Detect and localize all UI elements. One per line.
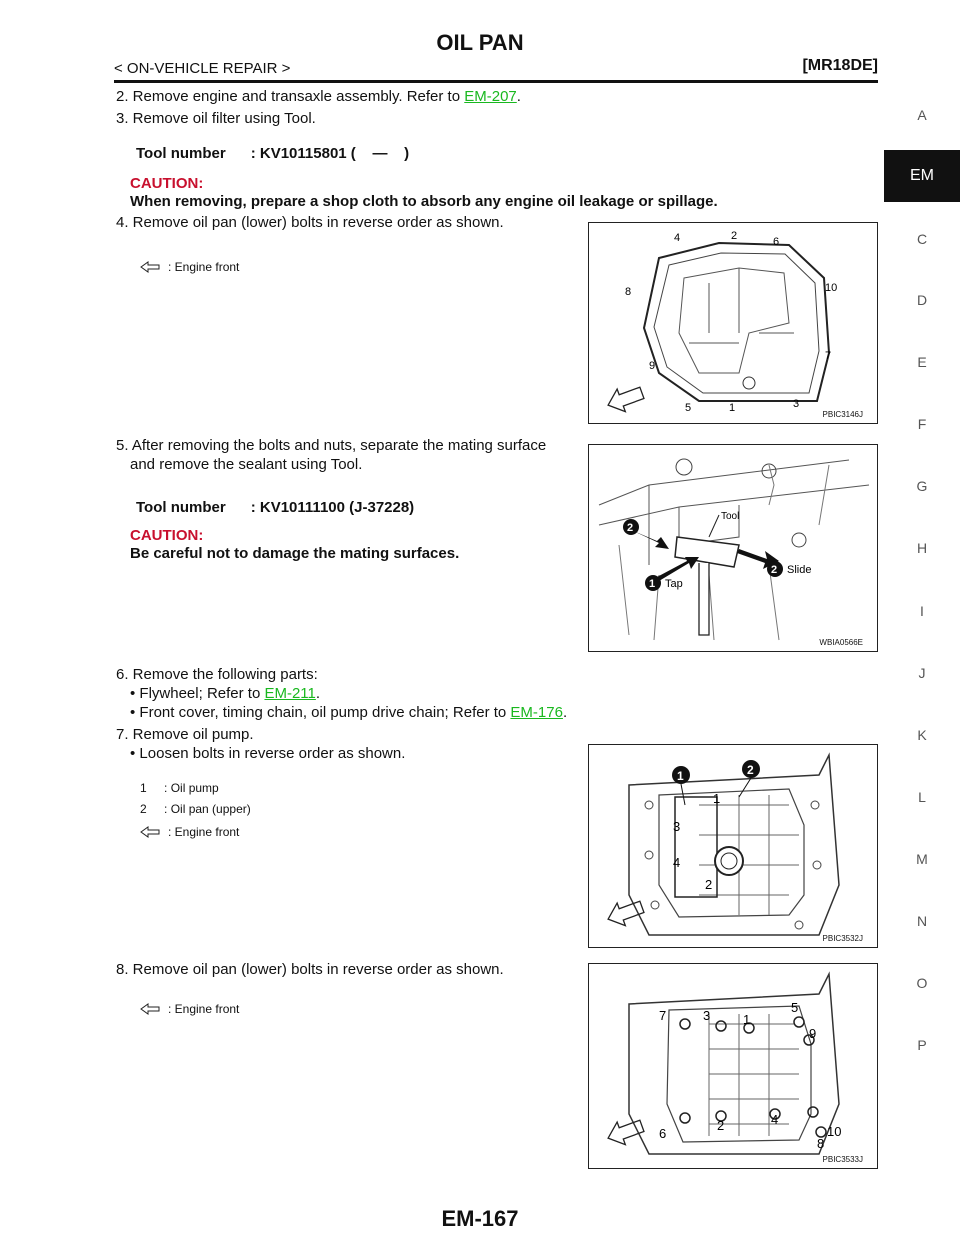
tab-a[interactable]: A	[917, 107, 927, 123]
step-2	[116, 88, 521, 106]
callout-2b-label: 2	[771, 564, 778, 576]
bolt-label-10: 10	[827, 1124, 842, 1139]
tab-e[interactable]: E	[917, 354, 927, 370]
bolt-label-8: 8	[625, 286, 632, 298]
step-2-text: 2. Remove engine and transaxle assembly. Refer to	[116, 88, 465, 105]
tab-m[interactable]: M	[916, 851, 928, 867]
bolt-label-2: 2	[717, 1118, 725, 1133]
bolt-label-4: 4	[674, 232, 681, 244]
legend-fig3-1	[140, 781, 219, 795]
figure-code: PBIC3533J	[822, 1155, 863, 1164]
tab-em[interactable]: EM	[884, 150, 960, 202]
step-4: 4. Remove oil pan (lower) bolts in reverse order as shown.	[116, 214, 504, 231]
bolt-label-3: 3	[703, 1008, 711, 1023]
legend-fig1	[140, 260, 239, 274]
bolt-label-5: 5	[685, 402, 692, 414]
tab-o[interactable]: O	[916, 975, 928, 991]
step-6-bullet-1-text: • Flywheel; Refer to	[130, 685, 265, 702]
caution-heading-1: CAUTION:	[130, 175, 204, 192]
step-3: 3. Remove oil filter using Tool.	[116, 110, 316, 127]
slide-label: Slide	[787, 564, 812, 576]
step-6-bullet-2-text: • Front cover, timing chain, oil pump drive chain; Refer to	[130, 704, 511, 721]
bolt-label-4: 4	[771, 1112, 779, 1127]
legend-fig4	[140, 1002, 239, 1016]
tab-c[interactable]: C	[916, 231, 928, 247]
figure-code: PBIC3532J	[822, 934, 863, 943]
header-rule	[114, 80, 878, 83]
bolt-label-6: 6	[773, 236, 780, 248]
tab-f[interactable]: F	[917, 416, 927, 432]
tab-d[interactable]: D	[916, 292, 928, 308]
arrow-left-icon	[140, 1003, 160, 1015]
figure-seal-cutter-tool	[588, 444, 878, 652]
figure-oil-pan-upper-bolts	[588, 963, 878, 1169]
callout-1-label: 1	[677, 769, 684, 783]
step-8: 8. Remove oil pan (lower) bolts in reverse order as shown.	[116, 961, 504, 978]
tab-k[interactable]: K	[917, 727, 927, 743]
bolt-label-8: 8	[817, 1136, 825, 1151]
tool-label: Tool	[721, 511, 740, 522]
step-7: 7. Remove oil pump.	[116, 726, 254, 743]
callout-1-label: 1	[649, 578, 656, 590]
bolt-label-2: 2	[705, 877, 713, 892]
engine-model: [MR18DE]	[802, 57, 878, 74]
bolt-label-1: 1	[743, 1012, 751, 1027]
callout-2-label: 2	[627, 522, 634, 534]
bolt-label-6: 6	[659, 1126, 667, 1141]
page-title: OIL PAN	[436, 30, 524, 55]
bolt-label-9: 9	[649, 360, 656, 372]
arrow-left-icon	[140, 826, 160, 838]
page-number: EM-167	[441, 1206, 519, 1231]
link-em-207[interactable]: EM-207	[464, 88, 517, 105]
bolt-label-3: 3	[793, 398, 800, 410]
link-em-211[interactable]: EM-211	[264, 685, 316, 702]
oil-pump-diagram	[589, 745, 877, 947]
tab-i[interactable]: I	[920, 603, 924, 619]
legend-fig1-text: : Engine front	[168, 260, 240, 274]
bolt-label-7: 7	[825, 350, 832, 362]
bolt-label-4: 4	[673, 855, 681, 870]
tab-h[interactable]: H	[916, 540, 928, 556]
engine-front-arrow-icon	[604, 382, 646, 417]
oil-pan-lower-diagram	[589, 223, 877, 423]
step-5: 5. After removing the bolts and nuts, separate the mating surface	[116, 437, 547, 454]
caution-text-1: When removing, prepare a shop cloth to absorb any engine oil leakage or spillage.	[130, 193, 718, 210]
legend-fig3-front	[140, 825, 239, 839]
bolt-label-9: 9	[809, 1026, 817, 1041]
step-6-bullet-2	[130, 704, 567, 722]
legend-num-1: 1	[140, 781, 147, 795]
section-label: < ON-VEHICLE REPAIR >	[114, 60, 291, 77]
tab-g[interactable]: G	[916, 478, 928, 494]
figure-oil-pan-lower-bolts	[588, 222, 878, 424]
tab-j[interactable]: J	[918, 665, 926, 681]
caution-text-2: Be careful not to damage the mating surfaces.	[130, 545, 460, 562]
legend-num-2: 2	[140, 802, 147, 816]
legend-fig4-text: : Engine front	[168, 1002, 240, 1016]
step-2-suffix: .	[516, 88, 521, 105]
tool-number-1: Tool number : KV10115801 ( — )	[136, 145, 410, 162]
bolt-label-10: 10	[825, 282, 838, 294]
tab-l[interactable]: L	[918, 789, 926, 805]
bolt-label-3: 3	[673, 819, 681, 834]
caution-heading-2: CAUTION:	[130, 527, 204, 544]
tool-number-2: Tool number : KV10111100 (J-37228)	[136, 499, 415, 516]
step-6-bullet-1	[130, 685, 320, 703]
bolt-label-2: 2	[731, 230, 738, 242]
bolt-label-7: 7	[659, 1008, 667, 1023]
bolt-label-1: 1	[729, 402, 736, 414]
legend-fig3-front-text: : Engine front	[168, 825, 240, 839]
legend-oil-pan-upper: : Oil pan (upper)	[164, 802, 251, 816]
bolt-label-1: 1	[713, 791, 721, 806]
seal-cutter-diagram	[589, 445, 877, 651]
oil-pan-upper-diagram	[589, 964, 877, 1168]
legend-fig3-2	[140, 802, 251, 816]
callout-2-label: 2	[747, 763, 754, 777]
figure-code: WBIA0566E	[819, 638, 863, 647]
arrow-left-icon	[140, 261, 160, 273]
link-em-176[interactable]: EM-176	[510, 704, 563, 721]
step-6-bullet-2-suffix: .	[562, 704, 568, 721]
step-6-bullet-1-suffix: .	[315, 685, 321, 702]
engine-front-arrow-icon	[604, 896, 646, 931]
legend-oil-pump: : Oil pump	[164, 781, 219, 795]
engine-front-arrow-icon	[604, 1115, 646, 1150]
step-5-cont: and remove the sealant using Tool.	[130, 456, 363, 473]
figure-oil-pump-bolts	[588, 744, 878, 948]
figure-code: PBIC3146J	[822, 410, 863, 419]
step-7-bullet: • Loosen bolts in reverse order as shown.	[130, 745, 406, 762]
bolt-label-5: 5	[791, 1000, 799, 1015]
tab-p[interactable]: P	[917, 1037, 927, 1053]
tab-n[interactable]: N	[916, 913, 928, 929]
step-6: 6. Remove the following parts:	[116, 666, 318, 683]
tap-label: Tap	[665, 578, 683, 590]
